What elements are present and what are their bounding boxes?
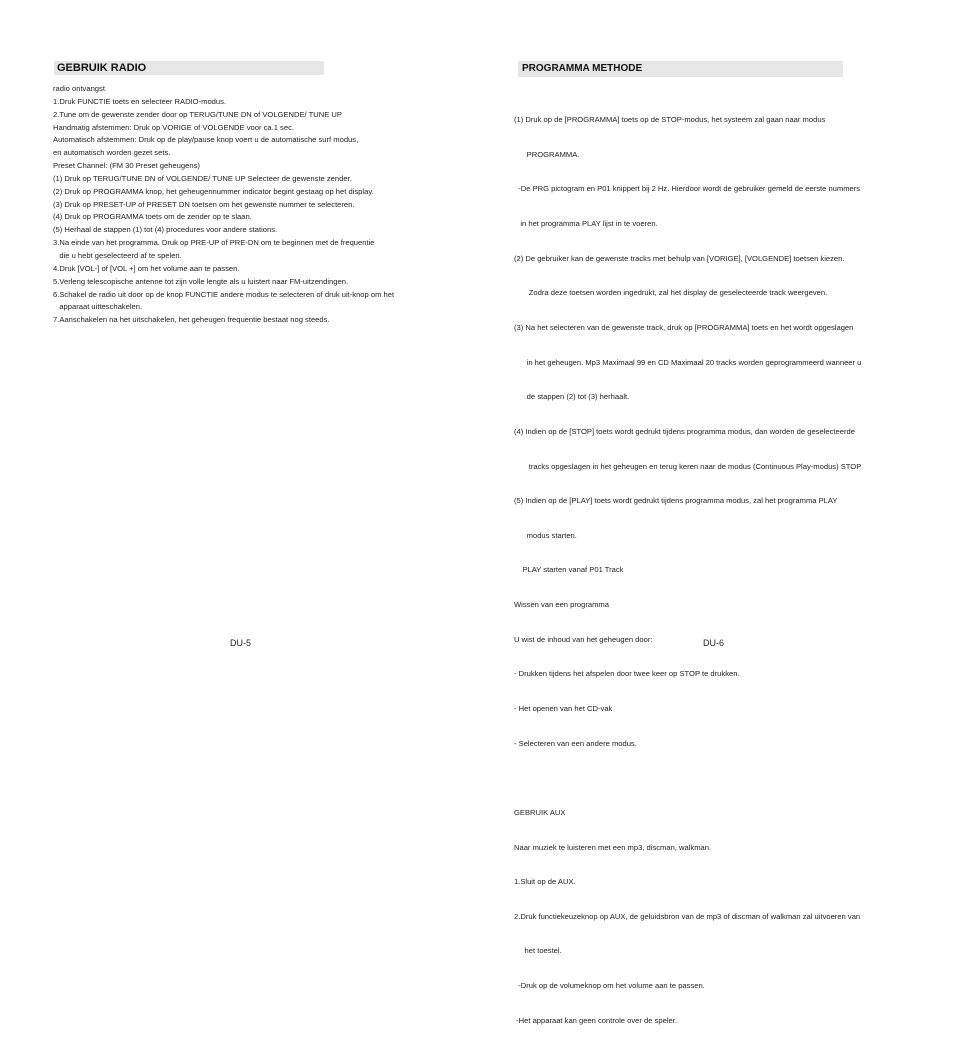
text-line: PROGRAMMA. [514,149,580,159]
text-line: (4) Druk op PROGRAMMA toets om de zender op te slaan. [53,212,252,222]
text-line: (3) Druk op PRESET-UP of PRESET DN toetsen om het gewenste nummer te selecteren. [53,199,355,209]
text-line: -De PRG pictogram en P01 knippert bij 2 Hz. Hierdoor wordt de gebruiker gemeld de eerste nummers [514,184,861,194]
text-line: 2.Tune om de gewenste zender door op TERUG/TUNE DN of VOLGENDE/ TUNE UP [53,109,342,119]
text-line: 4.Druk [VOL-] of [VOL +] om het volume aan te passen. [53,263,240,273]
text-line: de stappen (2) tot (3) herhaalt. [514,392,630,402]
text-line: (2) De gebruiker kan de gewenste tracks met behulp van [VORIGE], [VOLGENDE] toetsen kiezen. [514,253,845,263]
text-line: (4) Indien op de [STOP] toets wordt gedrukt tijdens programma modus, dan worden de geselecteerde [514,426,855,436]
text-line: - Selecteren van een andere modus. [514,738,637,748]
text-line: 2.Druk functiekeuzeknop op AUX, de geluidsbron van de mp3 of discman of walkman zal uitvoeren van [514,911,861,921]
text-line: en automatisch worden gezet sets. [53,148,171,158]
text-line: Naar muziek te luisteren met een mp3, discman, walkman. [514,842,712,852]
text-line: het toestel. [514,946,562,956]
text-line: -Druk op de volumeknop om het volume aan te passen. [514,981,705,991]
text-line: -Het apparaat kan geen controle over de speler. [514,1015,677,1025]
text-line: apparaat uitteschakelen. [53,302,143,312]
page-number: DU-6 [703,638,725,648]
text-line: radio ontvangst [53,84,105,93]
text-line: (5) Herhaal de stappen (1) tot (4) procedures voor andere stations. [53,225,278,235]
text-line: - Het openen van het CD-vak [514,703,613,713]
text-line: (1) Druk op TERUG/TUNE DN of VOLGENDE/ TUNE UP Selecteer de gewenste zender. [53,173,352,183]
text-line: die u hebt geselecteerd af te spelen. [53,250,182,260]
text-line: (2) Druk op PROGRAMMA knop, het geheugennummer indicator begint gestaag op het display. [53,186,374,196]
text-line: 3.Na einde van het programma. Druk op PRE-UP of PRE-DN om te beginnen met de frequentie [53,238,375,248]
text-line: 1.Druk FUNCTIE toets en selecteer RADIO-modus. [53,96,227,106]
text-line: tracks opgeslagen in het geheugen en terug keren naar de modus (Continuous Play-modus) STOP [514,461,862,471]
text-line: (1) Druk op de [PROGRAMMA] toets op de STOP-modus, het systeem zal gaan naar modus [514,115,826,125]
text-line: (3) Na het selecteren van de gewenste track, druk op [PROGRAMMA] toets en het wordt opgeslagen [514,322,854,332]
text-line: Zodra deze toetsen worden ingedrukt, zal het display de geselecteerde track weergeven. [514,288,828,298]
radio-instructions [53,83,394,327]
left-page [0,0,477,675]
text-line: Automatisch afstemmen: Druk op de play/pause knop voert u de automatische surf modus, [53,135,359,145]
text-line: Preset Channel: (FM 30 Preset geheugens) [53,161,200,171]
section-heading-gebruik-radio: GEBRUIK RADIO [54,61,324,75]
text-line: 5.Verleng telescopische antenne tot zijn volle lengte als u luistert naar FM-uitzendingen. [53,276,349,286]
text-line: in het programma PLAY lijst in te voeren. [514,219,658,229]
text-line: modus starten. [514,530,577,540]
section-heading-programma-methode: PROGRAMMA METHODE [518,61,843,77]
subsection-heading-gebruik-aux: GEBRUIK AUX [514,807,566,817]
text-line: Handmatig afstemmen: Druk op VORIGE of VOLGENDE voor ca.1 sec. [53,122,294,132]
text-line: 1.Sluit op de AUX. [514,877,576,887]
text-line: (5) Indien op de [PLAY] toets wordt gedrukt tijdens programma modus, zal het programma PLAY [514,496,838,506]
text-line: - Drukken tijdens het afspelen door twee keer op STOP te drukken. [514,669,740,679]
text-line: U wist de inhoud van het geheugen door: [514,634,653,644]
text-line: 6.Schakel de radio uit door op de knop FUNCTIE andere modus te selecteren of druk uit-knop om het [53,289,395,299]
text-line: Wissen van een programma [514,600,609,610]
page-number: DU-5 [230,638,252,648]
text-line: in het geheugen. Mp3 Maximaal 99 en CD Maximaal 20 tracks worden geprogrammeerd wanneer u [514,357,862,367]
programma-instructions [514,91,861,1049]
right-page [477,0,954,1025]
text-line: PLAY starten vanaf P01 Track [514,565,624,575]
blank-line [514,772,861,784]
text-line: 7.Aanschakelen na het uitschakelen, het geheugen frequentie bestaat nog steeds. [53,315,330,325]
